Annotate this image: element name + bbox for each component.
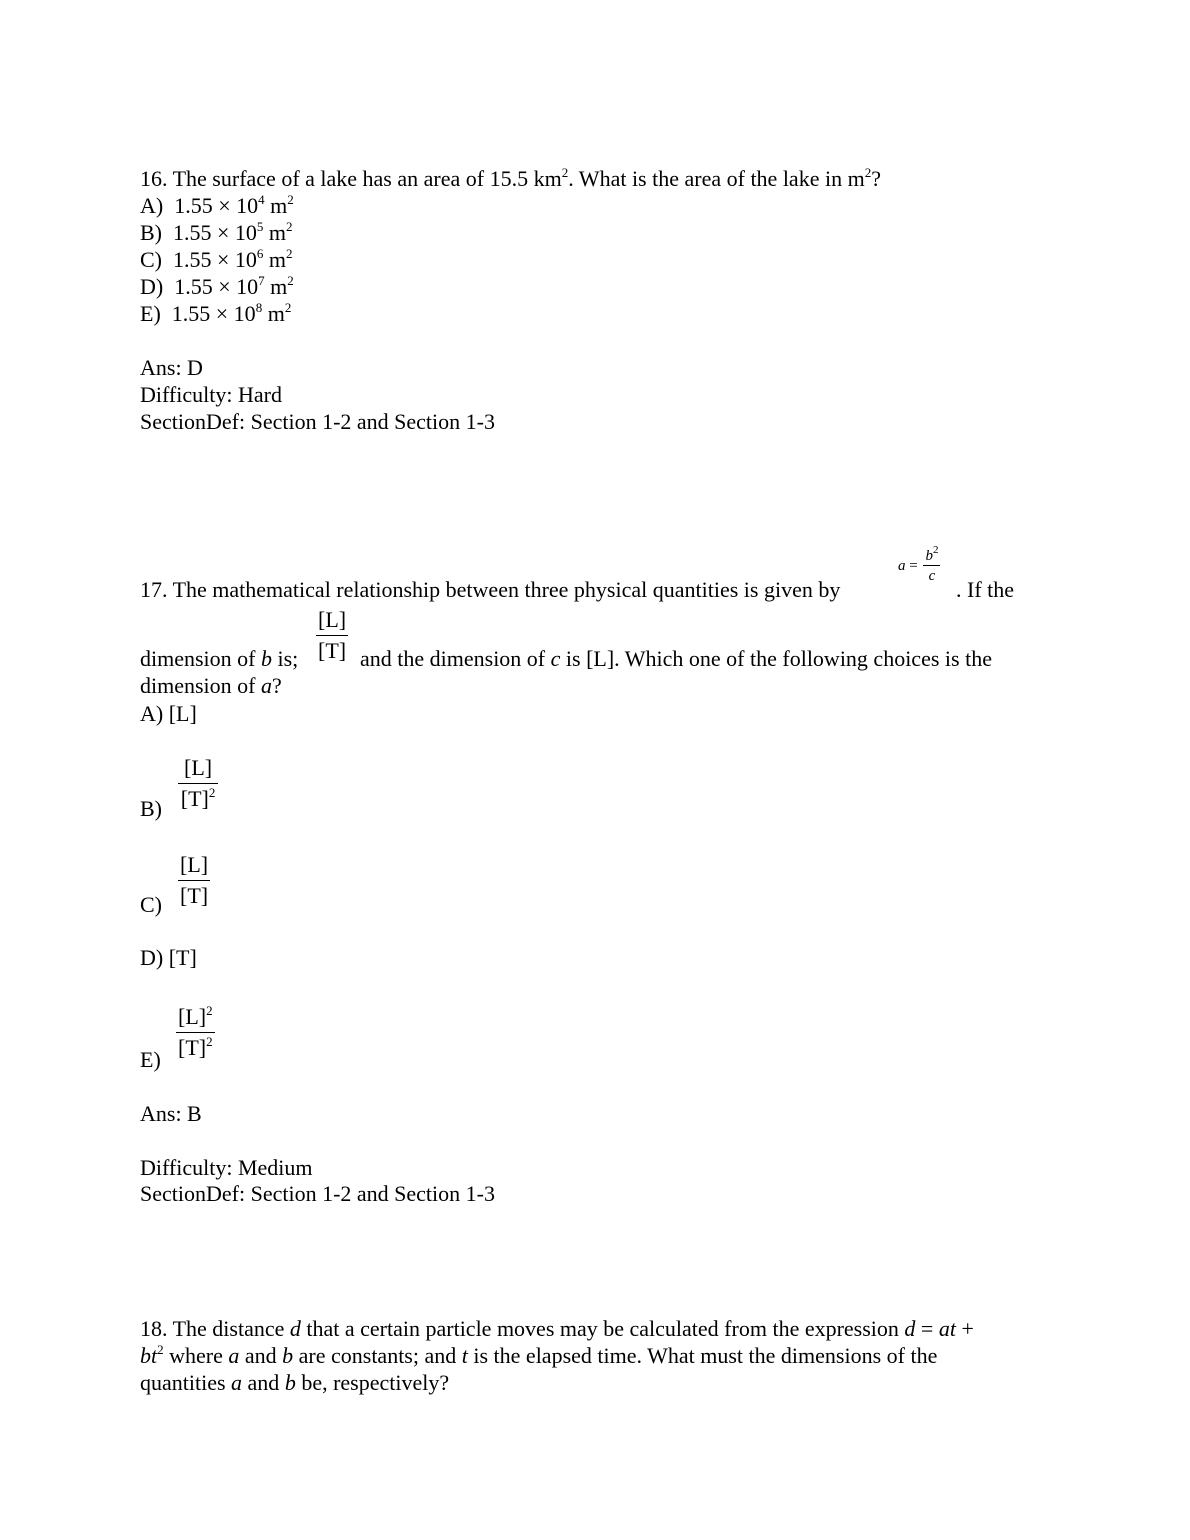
q16-option-a: A) $1.55 \times 10^4$ $m^2$ xyxy=(140,192,294,218)
q17-answer: Ans: B xyxy=(140,1101,202,1126)
q16-difficulty: Difficulty: Hard xyxy=(140,382,282,407)
q17-option-c-label: C) xyxy=(140,892,162,917)
q18-stem-line2: $bt^2$ where a and b are constants; and t is the elapsed time. What must the dimensions of the xyxy=(140,1342,938,1368)
q17-stem-line2-end: and the dimension of c is [L]. Which one of the following choices is the xyxy=(360,646,992,671)
q17-equation-fraction: $\frac{b^2}{c}$ xyxy=(925,544,939,584)
q16-stem: 16. The surface of a lake has an area of 15.5 $km^2$. What is the area of the lake in $m^2$? xyxy=(140,165,881,191)
q18-stem-line1: 18. The distance d that a certain particle moves may be calculated from the expression d = at + xyxy=(140,1316,974,1341)
q17-stem-line1: 17. The mathematical relationship between three physical quantities is given by xyxy=(140,577,841,602)
q16-option-b: B) $1.55 \times 10^5$ $m^2$ xyxy=(140,219,293,245)
q17-difficulty: Difficulty: Medium xyxy=(140,1155,313,1180)
q16-option-c: C) $1.55 \times 10^6$ $m^2$ xyxy=(140,246,293,272)
q17-option-e-fraction: $\frac{[L]^2}{[T]^2}$ xyxy=(178,1003,213,1060)
q17-option-a: A) [L] xyxy=(140,701,197,726)
q17-stem-line1-end: . If the xyxy=(956,577,1015,602)
q17-b-dimension-fraction: $\frac{[L]}{[T]}$ xyxy=(318,607,347,663)
q16-answer: Ans: D xyxy=(140,355,203,380)
q17-stem-line3: dimension of a? xyxy=(140,673,282,698)
q18-stem-line3: quantities a and b be, respectively? xyxy=(140,1370,450,1395)
q17-option-d: D) [T] xyxy=(140,945,197,970)
q17-stem-line2-start: dimension of b is; xyxy=(140,646,299,671)
q16-option-d: D) $1.55 \times 10^7$ $m^2$ xyxy=(140,273,294,299)
q17-section: SectionDef: Section 1-2 and Section 1-3 xyxy=(140,1181,495,1206)
q16-option-e: E) $1.55 \times 10^8$ $m^2$ xyxy=(140,300,292,326)
q17-option-e-label: E) xyxy=(140,1047,161,1072)
q17-equation: a = $\frac{b^2}{c}$ xyxy=(898,544,939,584)
q17-option-b-fraction: $\frac{[L]}{[T]^2}$ xyxy=(178,755,218,812)
q17-option-b-label: B) xyxy=(140,796,162,821)
q16-section: SectionDef: Section 1-2 and Section 1-3 xyxy=(140,409,495,434)
q17-option-c-fraction: $\frac{[L]}{[T]}$ xyxy=(180,852,209,908)
